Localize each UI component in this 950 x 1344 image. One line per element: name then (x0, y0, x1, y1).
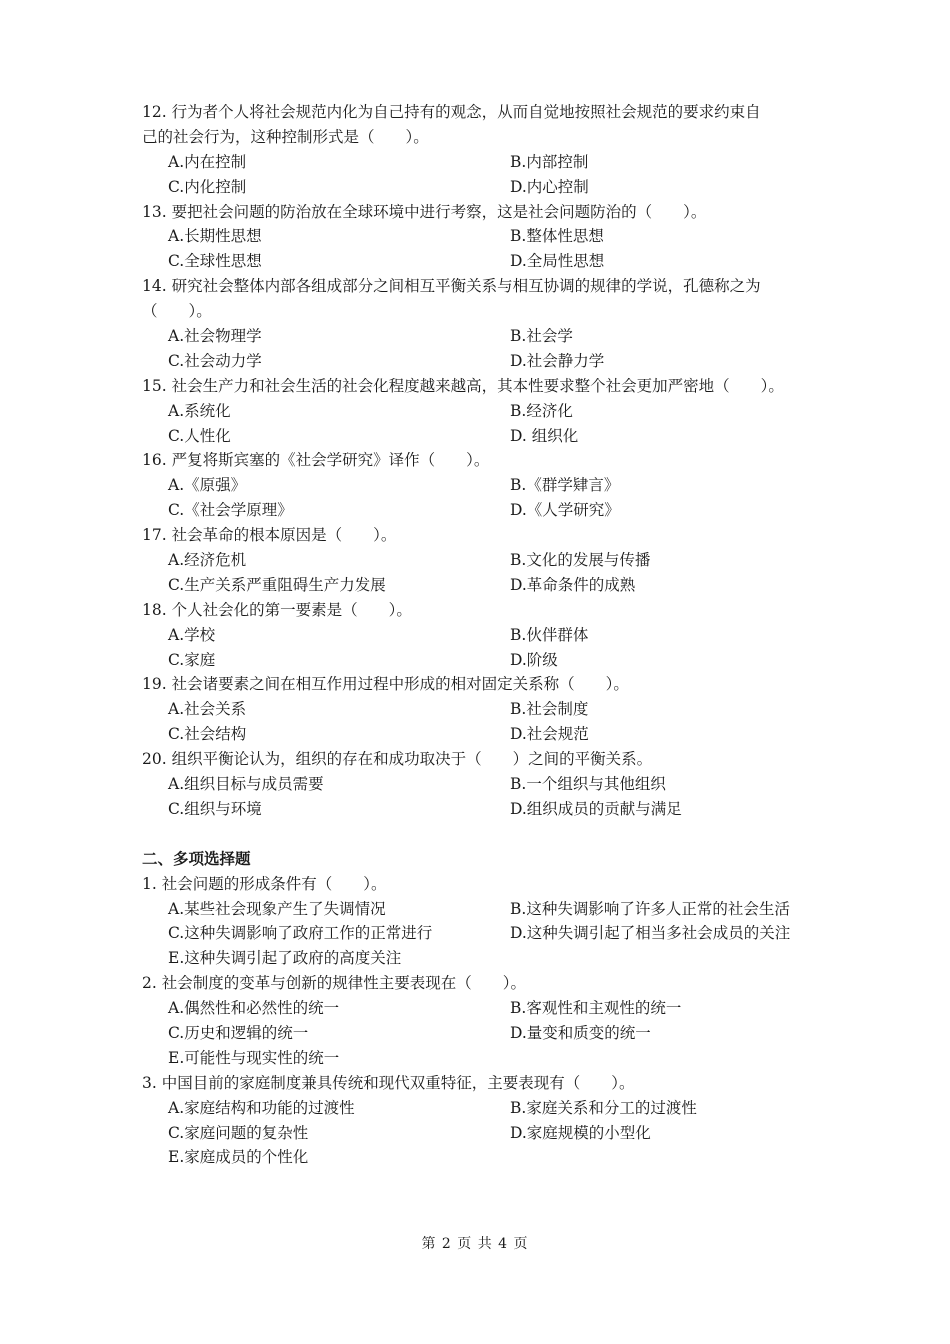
option-row (142, 797, 822, 822)
multi-choice-question (142, 872, 822, 972)
option-row (142, 1096, 822, 1121)
single-choice-question (142, 448, 822, 523)
option-row (142, 473, 822, 498)
answer-option[interactable]: A.社会关系 (168, 700, 247, 719)
answer-option[interactable]: A.经济危机 (168, 551, 247, 570)
section-title: 二、多项选择题 (142, 849, 251, 868)
option-row (142, 249, 822, 274)
option-row (142, 175, 822, 200)
option-row (142, 623, 822, 648)
answer-option[interactable]: A.内在控制 (168, 152, 247, 171)
single-choice-question (142, 672, 822, 747)
question-stem-line: 17. 社会革命的根本原因是（ ）。 (142, 526, 397, 545)
answer-option[interactable]: C.家庭 (168, 650, 216, 669)
question-stem-line: 12. 行为者个人将社会规范内化为自己持有的观念，从而自觉地按照社会规范的要求约束自 (142, 103, 761, 121)
answer-option[interactable]: C.这种失调影响了政府工作的正常进行 (168, 924, 433, 943)
option-row (142, 324, 822, 349)
single-choice-question (142, 200, 822, 275)
option-row (142, 897, 822, 922)
option-row (142, 722, 822, 747)
option-row (142, 996, 822, 1021)
question-stem-line: 己的社会行为，这种控制形式是（ ）。 (142, 127, 429, 146)
answer-option[interactable]: D. 组织化 (510, 426, 579, 445)
answer-option[interactable]: D.社会规范 (510, 725, 589, 744)
answer-option[interactable]: D.社会静力学 (510, 351, 605, 370)
option-row (142, 1021, 822, 1046)
option-row (142, 498, 822, 523)
page-footer: 第 2 页 共 4 页 (421, 1236, 529, 1252)
question-stem-line: 14. 研究社会整体内部各组成部分之间相互平衡关系与相互协调的规律的学说，孔德称之为 (142, 277, 761, 296)
answer-option[interactable]: D.这种失调引起了相当多社会成员的关注 (510, 924, 791, 943)
answer-option[interactable]: C.社会结构 (168, 725, 247, 744)
answer-option[interactable]: C.家庭问题的复杂性 (168, 1123, 309, 1142)
answer-option[interactable]: A.某些社会现象产生了失调情况 (168, 899, 386, 918)
single-choice-question (142, 747, 822, 822)
answer-option[interactable]: A.组织目标与成员需要 (168, 775, 324, 794)
option-row (142, 573, 822, 598)
answer-option[interactable]: B.社会学 (510, 327, 573, 346)
answer-option[interactable]: C.组织与环境 (168, 799, 262, 818)
option-row (142, 772, 822, 797)
question-stem-line: 19. 社会诸要素之间在相互作用过程中形成的相对固定关系称（ ）。 (142, 675, 629, 694)
answer-option[interactable]: B.整体性思想 (510, 227, 604, 246)
answer-option[interactable]: B.经济化 (510, 401, 573, 420)
option-row (142, 349, 822, 374)
option-row (142, 548, 822, 573)
option-row (142, 697, 822, 722)
answer-option[interactable]: B.伙伴群体 (510, 625, 589, 644)
question-stem-line: 3. 中国目前的家庭制度兼具传统和现代双重特征，主要表现有（ ）。 (142, 1073, 635, 1092)
question-stem-line: 20. 组织平衡论认为，组织的存在和成功取决于（ ）之间的平衡关系。 (142, 750, 653, 769)
answer-option[interactable]: C.社会动力学 (168, 351, 262, 370)
answer-option[interactable]: B.文化的发展与传播 (510, 551, 651, 570)
section-spacer (142, 822, 822, 847)
question-stem-line: 13. 要把社会问题的防治放在全球环境中进行考察，这是社会问题防治的（ ）。 (142, 202, 707, 221)
answer-option[interactable]: C.生产关系严重阻碍生产力发展 (168, 575, 386, 594)
question-stem-line: （ ）。 (142, 302, 212, 321)
single-choice-question (142, 523, 822, 598)
question-stem-line: 16. 严复将斯宾塞的《社会学研究》译作（ ）。 (142, 451, 490, 470)
answer-option[interactable]: D.全局性思想 (510, 252, 605, 271)
answer-option[interactable]: A.社会物理学 (168, 327, 262, 346)
answer-option[interactable]: B.一个组织与其他组织 (510, 775, 666, 794)
answer-option[interactable]: C.内化控制 (168, 177, 247, 196)
question-stem-line: 18. 个人社会化的第一要素是（ ）。 (142, 600, 412, 619)
answer-option[interactable]: D.内心控制 (510, 177, 589, 196)
answer-option[interactable]: E.可能性与现实性的统一 (168, 1048, 340, 1067)
answer-option[interactable]: C.全球性思想 (168, 252, 262, 271)
answer-option[interactable]: D.阶级 (510, 650, 558, 669)
option-row (142, 1121, 822, 1146)
answer-option[interactable]: E.这种失调引起了政府的高度关注 (168, 949, 402, 968)
answer-option[interactable]: B.内部控制 (510, 152, 589, 171)
option-row (142, 150, 822, 175)
single-choice-question (142, 598, 822, 673)
answer-option[interactable]: C.历史和逻辑的统一 (168, 1023, 309, 1042)
answer-option[interactable]: D.家庭规模的小型化 (510, 1123, 651, 1142)
single-choice-question (142, 100, 822, 200)
answer-option[interactable]: B.家庭关系和分工的过渡性 (510, 1098, 697, 1117)
question-stem-line: 15. 社会生产力和社会生活的社会化程度越来越高，其本性要求整个社会更加严密地（ ）。 (142, 376, 784, 395)
multi-choice-question (142, 971, 822, 1071)
answer-option[interactable]: A.长期性思想 (168, 227, 262, 246)
option-row (142, 1145, 822, 1170)
option-row (142, 1046, 822, 1071)
single-choice-question (142, 374, 822, 449)
answer-option[interactable]: A.偶然性和必然性的统一 (168, 999, 340, 1018)
answer-option[interactable]: A.家庭结构和功能的过渡性 (168, 1098, 355, 1117)
answer-option[interactable]: A.系统化 (168, 401, 231, 420)
answer-option[interactable]: D.革命条件的成熟 (510, 575, 636, 594)
option-row (142, 424, 822, 449)
option-row (142, 946, 822, 971)
answer-option[interactable]: B.客观性和主观性的统一 (510, 999, 682, 1018)
answer-option[interactable]: B.社会制度 (510, 700, 589, 719)
answer-option[interactable]: B.这种失调影响了许多人正常的社会生活 (510, 899, 790, 918)
answer-option[interactable]: D.《人学研究》 (510, 501, 620, 520)
option-row (142, 921, 822, 946)
option-row (142, 399, 822, 424)
question-stem-line: 2. 社会制度的变革与创新的规律性主要表现在（ ）。 (142, 974, 526, 993)
answer-option[interactable]: A.学校 (168, 625, 216, 644)
exam-content (142, 100, 822, 1170)
option-row (142, 648, 822, 673)
single-choice-question (142, 274, 822, 374)
answer-option[interactable]: A.《原强》 (168, 476, 247, 495)
answer-option[interactable]: E.家庭成员的个性化 (168, 1148, 309, 1167)
option-row (142, 224, 822, 249)
question-stem-line: 1. 社会问题的形成条件有（ ）。 (142, 874, 387, 893)
answer-option[interactable]: D.量变和质变的统一 (510, 1023, 651, 1042)
answer-option[interactable]: C.人性化 (168, 426, 231, 445)
multi-choice-question (142, 1071, 822, 1171)
answer-option[interactable]: B.《群学肄言》 (510, 476, 620, 495)
answer-option[interactable]: C.《社会学原理》 (168, 501, 293, 520)
answer-option[interactable]: D.组织成员的贡献与满足 (510, 799, 682, 818)
